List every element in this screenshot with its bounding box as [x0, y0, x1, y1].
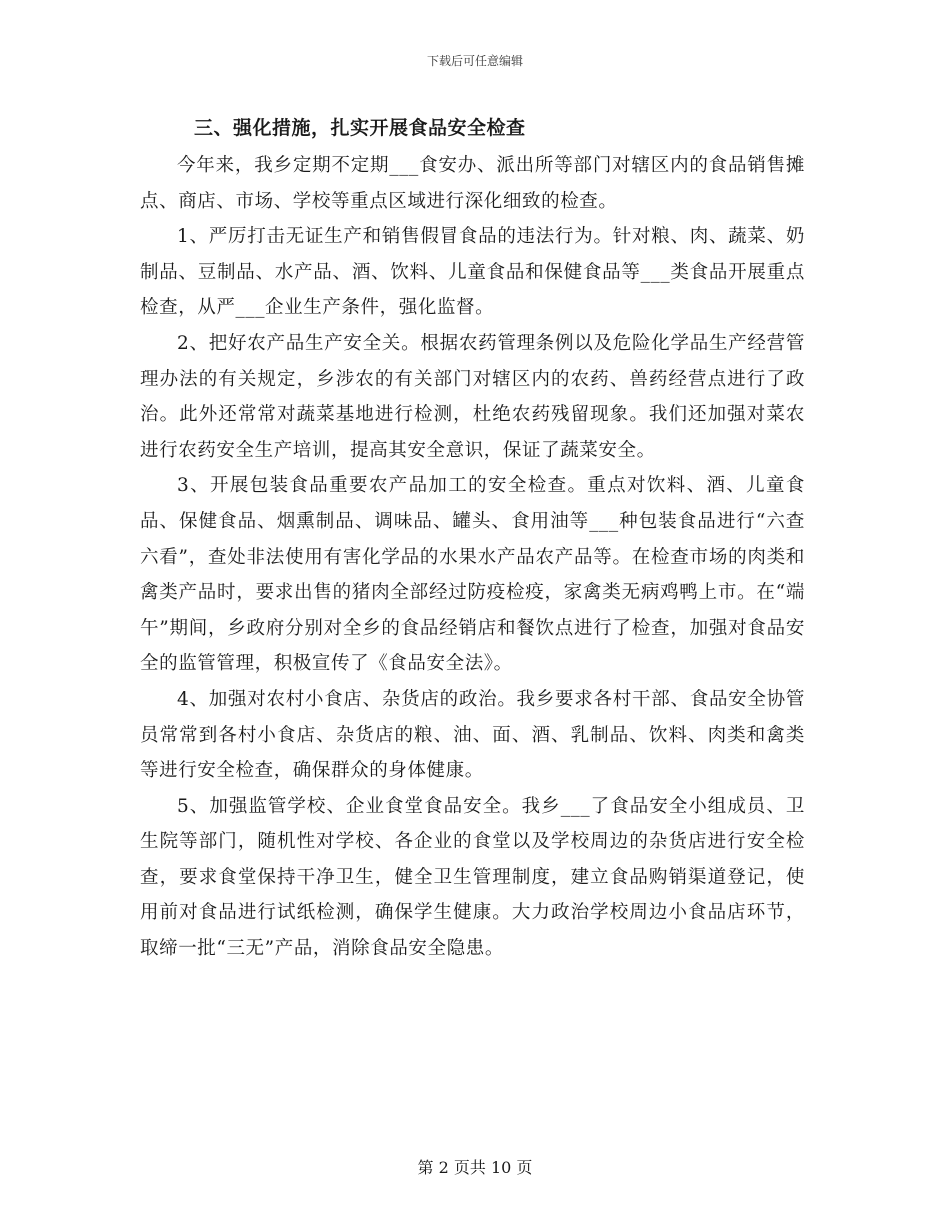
paragraph-item-5: 5、加强监管学校、企业食堂食品安全。我乡___了食品安全小组成员、卫生院等部门，随机性对学校、各企业的食堂以及学校周边的杂货店进行安全检查，要求食堂保持干净卫生，健全卫生管理制度，建立食品购销渠道登记，使用前对食品进行试纸检测，确保学生健康。大力政治学校周边小食品店环节，取缔一批“三无”产品，消除食品安全隐患。 — [140, 795, 805, 960]
paragraph-item-3: 3、开展包装食品重要农产品加工的安全检查。重点对饮料、酒、儿童食品、保健食品、烟熏制品、调味品、罐头、食用油等___种包装食品进行“六查六看”，查处非法使用有害化学品的水果水产品农产品等。在检查市场的肉类和禽类产品时，要求出售的猪肉全部经过防疫检疫，家禽类无病鸡鸭上市。在“端午”期间，乡政府分别对全乡的食品经销店和餐饮点进行了检查，加强对食品安全的监管管理，积极宣传了《食品安全法》。 — [140, 475, 805, 675]
page-header-note: 下载后可任意编辑 — [426, 54, 523, 68]
paragraph-item-4: 4、加强对农村小食店、杂货店的政治。我乡要求各村干部、食品安全协管员常常到各村小食店、杂货店的粮、油、面、酒、乳制品、饮料、肉类和禽类等进行安全检查，确保群众的身体健康。 — [140, 688, 805, 782]
document-body — [140, 108, 805, 967]
paragraph-intro: 今年来，我乡定期不定期___食安办、派出所等部门对辖区内的食品销售摊点、商店、市场、学校等重点区域进行深化细致的检查。 — [140, 155, 805, 212]
section-heading: 三、强化措施，扎实开展食品安全检查 — [194, 117, 526, 139]
paragraph-item-1: 1、严厉打击无证生产和销售假冒食品的违法行为。针对粮、肉、蔬菜、奶制品、豆制品、水产品、酒、饮料、儿童食品和保健食品等___类食品开展重点检查，从严___企业生产条件，强化监督。 — [140, 226, 805, 319]
page-number: 第 2 页共 10 页 — [417, 1158, 533, 1177]
paragraph-item-2: 2、把好农产品生产安全关。根据农药管理条例以及危险化学品生产经营管理办法的有关规定，乡涉农的有关部门对辖区内的农药、兽药经营点进行了政治。此外还常常对蔬菜基地进行检测，杜绝农药残留现象。我们还加强对菜农进行农药安全生产培训，提高其安全意识，保证了蔬菜安全。 — [140, 332, 805, 461]
